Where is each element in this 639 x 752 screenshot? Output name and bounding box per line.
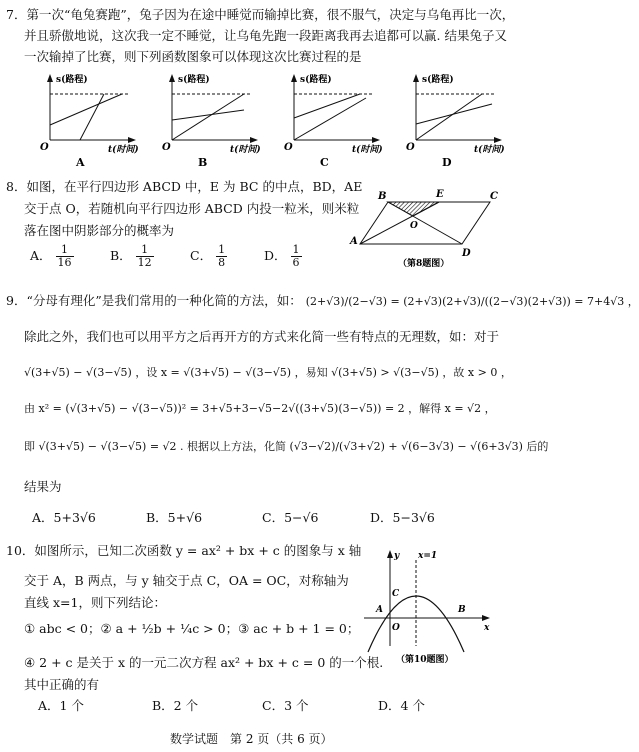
q7-ylabel-c: s(路程) (300, 75, 332, 85)
q9-line1-math: (2+√3)/(2−√3) = (2+√3)(2+√3)/((2−√3)(2+√3)) = 7+4√3 ， (305, 295, 639, 308)
q10-line1: 10．如图所示，已知二次函数 y = ax² + bx + c 的图象与 x 轴 (6, 543, 362, 558)
q8-label-e: E (436, 189, 444, 200)
q8-option-d-letter: D． (264, 248, 287, 263)
page-footer: 数学试题 第 2 页（共 6 页） (170, 732, 333, 746)
q7-xlabel-c: t(时间) (352, 145, 383, 155)
q8-option-d-fraction: $\frac{1}{6}$ (292, 243, 300, 269)
q8-line2: 交于点 O，若随机向平行四边形 ABCD 内投一粒米，则米粒 (24, 201, 360, 216)
q7-line1: 7．第一次“龟兔赛跑”，兔子因为在途中睡觉而输掉比赛，很不服气，决定与乌龟再比一次， (6, 7, 515, 22)
q10-label-c: C (392, 589, 400, 599)
q7-origin-a: O (40, 142, 49, 153)
q8-label-d: D (462, 248, 471, 259)
q8-option-c-fraction: $\frac{1}{8}$ (218, 243, 226, 269)
q9-line5: 即 √(3+√5) − √(3−√5) = √2 . 根据以上方法，化简 (√3−√2)/(√3+√2) + √(6−3√3) − √(6+3√3) 后的 (24, 440, 549, 453)
q8-option-b-fraction: $\frac{1}{12}$ (137, 243, 152, 269)
q7-graphs (30, 70, 505, 170)
q7-option-d: D (442, 156, 452, 169)
q7-option-b: B (198, 156, 208, 169)
q7-xlabel-d: t(时间) (474, 145, 505, 155)
q7-origin-c: O (284, 142, 293, 153)
q10-line6: 其中正确的有 (24, 677, 100, 692)
q9-option-d: D．5−3√6 (370, 510, 435, 525)
q10-label-b: B (458, 605, 466, 615)
q8-line1: 8．如图，在平行四边形 ABCD 中，E 为 BC 的中点，BD，AE (6, 179, 363, 194)
q10-line5: ④ 2 + c 是关于 x 的一元二次方程 ax² + bx + c = 0 的一个根. (24, 655, 384, 670)
q9-option-c: C．5−√6 (262, 510, 319, 525)
q8-figure (350, 184, 500, 270)
q8-label-c: C (490, 191, 498, 202)
q8-option-b (110, 244, 154, 269)
q7-ylabel-b: s(路程) (178, 75, 210, 85)
q9-option-a: A．5+3√6 (32, 510, 96, 525)
q7-xlabel-b: t(时间) (230, 145, 261, 155)
q10-option-b: B．2 个 (152, 698, 199, 713)
q8-caption: （第8题图） (398, 259, 450, 269)
q7-option-c: C (320, 156, 329, 169)
q10-label-y: y (394, 551, 400, 561)
q9-line1 (6, 290, 639, 312)
q10-label-x: x (484, 623, 490, 633)
q7-ylabel-d: s(路程) (422, 75, 454, 85)
q8-option-b-letter: B． (110, 248, 132, 263)
q8-option-d (264, 244, 302, 269)
q7-option-a: A (76, 156, 85, 169)
q9-line3: √(3+√5) − √(3−√5) ，设 x = √(3+√5) − √(3−√5) ，易知 √(3+√5) > √(3−√5) ，故 x > 0 ， (24, 366, 512, 379)
q8-label-a: A (350, 236, 358, 247)
q8-option-c (190, 244, 227, 269)
q9-line6: 结果为 (24, 479, 62, 494)
q8-label-o: O (410, 221, 418, 231)
q7-line2: 并且骄傲地说，这次我一定不睡觉，让乌龟先跑一段距离我再去追都可以赢. 结果兔子又 (24, 28, 507, 43)
q10-label-a: A (376, 605, 383, 615)
q8-option-c-letter: C． (190, 248, 213, 263)
q10-figure (360, 546, 496, 666)
q9-option-b: B．5+√6 (146, 510, 203, 525)
q8-option-a-letter: A． (30, 248, 52, 263)
q9-line4: 由 x² = (√(3+√5) − √(3−√5))² = 3+√5+3−√5−2√((3+√5)(3−√5)) = 2 ，解得 x = √2 ， (24, 402, 496, 415)
q10-label-axis: x=1 (418, 551, 438, 561)
q7-ylabel-a: s(路程) (56, 75, 88, 85)
q10-line2: 交于 A，B 两点，与 y 轴交于点 C，OA = OC，对称轴为 (24, 573, 349, 588)
q8-label-b: B (378, 191, 387, 202)
q10-option-c: C．3 个 (262, 698, 309, 713)
q7-origin-d: O (406, 142, 415, 153)
q10-line3: 直线 x=1，则下列结论： (24, 595, 166, 610)
q10-label-o: O (392, 623, 400, 633)
q8-option-a-fraction: $\frac{1}{16}$ (57, 243, 72, 269)
q7-xlabel-a: t(时间) (108, 145, 139, 155)
q10-line4: ① abc < 0；② a + ½b + ¼c > 0；③ ac + b + 1 = 0； (24, 621, 360, 636)
q9-line2: 除此之外，我们也可以用平方之后再开方的方式来化简一些有特点的无理数，如：对于 (24, 329, 500, 344)
q9-line1-prefix: 9．“分母有理化”是我们常用的一种化简的方法，如： (6, 293, 302, 308)
q8-option-a (30, 244, 74, 269)
q7-line3: 一次输掉了比赛，则下列函数图象可以体现这次比赛过程的是 (24, 49, 362, 64)
q8-line3: 落在图中阴影部分的概率为 (24, 223, 175, 238)
q10-option-a: A．1 个 (38, 698, 84, 713)
q10-option-d: D．4 个 (378, 698, 425, 713)
q7-origin-b: O (162, 142, 171, 153)
q10-caption: （第10题图） (396, 655, 454, 665)
